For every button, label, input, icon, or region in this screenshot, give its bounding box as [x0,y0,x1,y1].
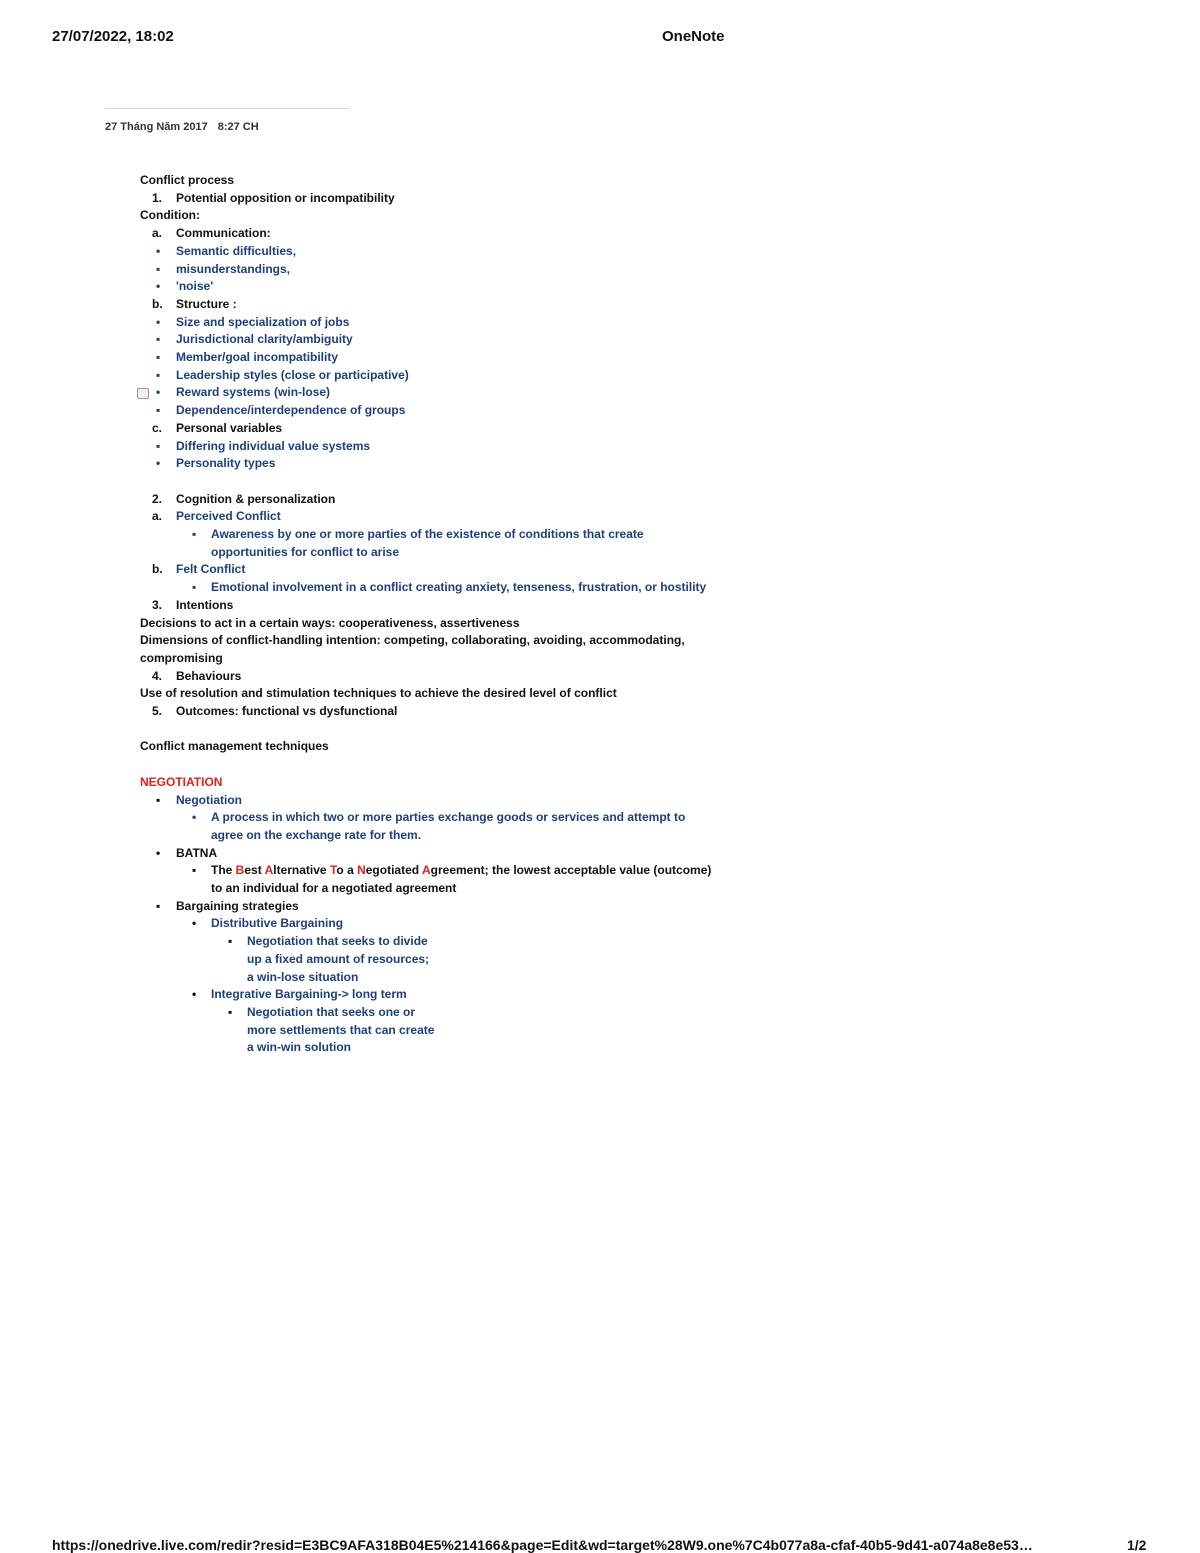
felt-conflict-detail: Emotional involvement in a conflict creating anxiety, tenseness, frustration, or hostility [211,580,707,595]
stage-text: Behaviours [176,668,242,683]
stage-text: Potential opposition or incompatibility [176,190,395,205]
disc-bullet-icon: • [156,314,161,329]
stage-behaviours [140,668,720,686]
perceived-conflict-detail: Awareness by one or more parties of the existence of conditions that create opportunities for conflict to arise [211,527,644,559]
list-item [140,809,720,844]
list-item-continuation: a win-lose situation [247,969,359,984]
disc-bullet-icon: • [156,385,161,400]
print-header [52,28,1148,48]
stage-cognition [140,491,720,509]
list-item: ▪ Jurisdictional clarity/ambiguity [140,331,720,349]
intentions-description: Decisions to act in a certain ways: cooperativeness, assertiveness [140,615,520,630]
acronym-letter: B [235,863,245,878]
list-item: • 'noise' [140,278,720,296]
note-body[interactable] [140,172,720,1057]
list-item [140,526,720,561]
list-item: • Size and specialization of jobs [140,314,720,332]
page-title-underline [105,108,350,109]
list-number: 2. [152,491,163,506]
behaviours-description: Use of resolution and stimulation techniques to achieve the desired level of conflict [140,686,617,701]
list-item: • Personality types [140,455,720,473]
disc-bullet-icon: • [192,810,197,825]
acronym-letter: N [357,863,366,878]
list-number: 4. [152,668,163,683]
note-tag-icon[interactable] [137,388,149,399]
distributive-bargaining-item [140,915,720,933]
disc-bullet-icon: • [156,845,161,860]
spacer [140,721,720,739]
batna-label: BATNA [176,845,218,860]
list-item: ▪ Leadership styles (close or participative) [140,367,720,385]
acronym-letter: A [421,863,431,878]
square-bullet-icon: ▪ [192,527,197,542]
square-bullet-icon: ▪ [156,261,161,276]
disc-bullet-icon: • [192,916,197,931]
page-indicator: 1/2 [1127,1537,1147,1553]
conflict-process-title: Conflict process [140,173,235,187]
structure-label: Structure : [176,296,237,311]
stage-text: Outcomes: functional vs dysfunctional [176,704,398,719]
stage-text: Cognition & personalization [176,491,336,506]
square-bullet-icon: ▪ [192,863,197,878]
list-letter: a. [152,509,163,524]
list-item: ▪ Dependence/interdependence of groups [140,402,720,420]
page-created-timestamp [105,121,259,133]
square-bullet-icon: ▪ [156,403,161,418]
list-item-continuation: a win-win solution [247,1040,351,1055]
distributive-bargaining-label: Distributive Bargaining [211,916,344,931]
spacer [140,756,720,774]
square-bullet-icon: ▪ [156,367,161,382]
structure-heading [140,296,720,314]
disc-bullet-icon: • [192,987,197,1002]
source-url: https://onedrive.live.com/redir?resid=E3BC9AFA318B04E5%214166&page=Edit&wd=target%28W9.one%7C4b077a8a-cfaf-40b5-9d41-a074a8e8e53… [52,1537,1033,1553]
perceived-conflict-heading [140,508,720,526]
list-item: • Semantic difficulties, [140,243,720,261]
list-item: ▪ misunderstandings, [140,261,720,279]
created-date: 27 Tháng Năm 2017 [105,121,208,133]
list-item [140,579,720,597]
stage-intentions [140,597,720,615]
negotiation-item [140,792,720,810]
list-letter: b. [152,562,163,577]
felt-conflict-label: Felt Conflict [176,562,246,577]
disc-bullet-icon: • [156,279,161,294]
disc-bullet-icon: • [156,243,161,258]
square-bullet-icon: ▪ [156,792,161,807]
stage-text: Intentions [176,597,234,612]
square-bullet-icon: ▪ [192,580,197,595]
integrative-bargaining-item [140,986,720,1004]
condition-label: Condition: [140,208,200,223]
communication-label: Communication: [176,226,271,241]
spacer [140,473,720,491]
batna-definition: ▪ The Best Alternative To a Negotiated Agreement; the lowest acceptable value (outcome) to an individual for a negotiated agreement [192,863,712,896]
intentions-dimensions: Dimensions of conflict-handling intention: competing, collaborating, avoiding, accommodating, compromising [140,633,685,665]
perceived-conflict-label: Perceived Conflict [176,509,281,524]
acronym-letter: T [329,863,337,878]
personal-variables-heading [140,420,720,438]
print-app-name: OneNote [662,28,725,45]
stage-outcomes [140,703,720,721]
list-item-continuation: up a fixed amount of resources; [247,951,430,966]
communication-heading [140,225,720,243]
list-item: ▪ Member/goal incompatibility [140,349,720,367]
square-bullet-icon: ▪ [156,332,161,347]
list-item: ▪ Negotiation that seeks to divide [140,933,720,951]
list-item: ▪ Differing individual value systems [140,438,720,456]
negotiation-label: Negotiation [176,792,242,807]
list-letter: c. [152,420,163,435]
felt-conflict-heading [140,561,720,579]
techniques-title: Conflict management techniques [140,739,329,754]
stage-potential-opposition [140,190,720,208]
square-bullet-icon: ▪ [228,934,233,949]
bargaining-item [140,898,720,916]
list-number: 1. [152,190,163,205]
list-letter: a. [152,226,163,241]
list-letter: b. [152,296,163,311]
square-bullet-icon: ▪ [156,898,161,913]
list-item: • Reward systems (win-lose) [140,384,720,402]
batna-item [140,845,720,863]
list-number: 5. [152,704,163,719]
negotiation-detail: A process in which two or more parties exchange goods or services and attempt to agree on the exchange rate for them. [211,810,686,842]
square-bullet-icon: ▪ [228,1005,233,1019]
integrative-bargaining-label: Integrative Bargaining-> long term [211,987,407,1002]
personal-variables-label: Personal variables [176,420,283,435]
square-bullet-icon: ▪ [156,438,161,453]
print-date-time: 27/07/2022, 18:02 [52,28,174,45]
list-item: ▪ Negotiation that seeks one or [140,1004,720,1022]
list-number: 3. [152,597,163,612]
negotiation-heading: NEGOTIATION [140,774,223,789]
square-bullet-icon: ▪ [156,350,161,365]
bargaining-label: Bargaining strategies [176,898,299,913]
disc-bullet-icon: • [156,456,161,471]
created-time: 8:27 CH [217,121,259,133]
acronym-letter: A [264,863,274,878]
list-item-continuation: more settlements that can create [247,1022,435,1037]
